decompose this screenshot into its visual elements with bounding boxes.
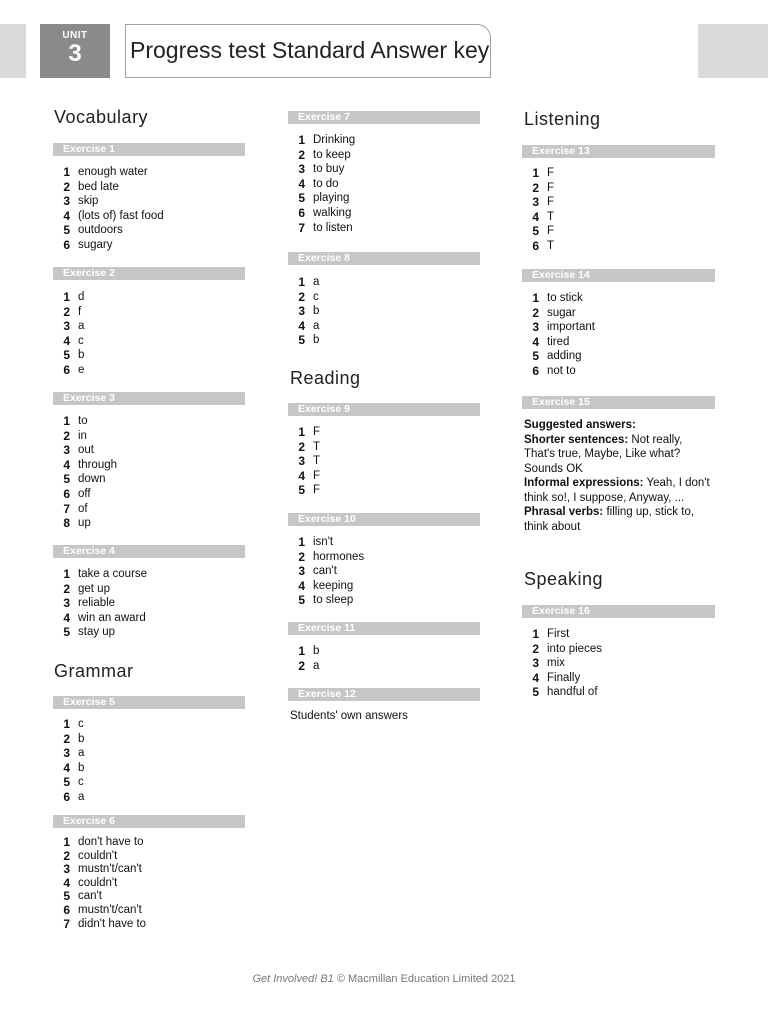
answer-row — [52, 717, 84, 732]
answer-text: reliable — [78, 597, 116, 610]
answer-text: d — [78, 291, 85, 303]
answer-number: 3 — [532, 320, 539, 335]
answer-text: get up — [78, 582, 110, 595]
answer-number: 7 — [298, 220, 305, 235]
answer-text: a — [78, 320, 85, 333]
answer-row — [521, 195, 554, 210]
answer-number: 3 — [63, 746, 70, 761]
answer-row — [52, 238, 164, 253]
answer-row — [521, 685, 602, 700]
answer-number: 5 — [298, 191, 305, 206]
answer-text: skip — [78, 195, 99, 208]
answer-row — [52, 836, 146, 850]
footer-book-title: Get Involved! B1 — [252, 973, 334, 985]
answer-text: F — [547, 225, 555, 238]
answer-row — [52, 487, 117, 502]
answer-row — [287, 454, 320, 469]
answer-number: 3 — [532, 656, 539, 671]
answer-row — [52, 904, 146, 918]
answer-text: important — [547, 321, 595, 334]
answer-number: 5 — [298, 333, 305, 348]
exercise-9-answers — [287, 425, 320, 498]
answer-number: 5 — [63, 775, 70, 790]
answer-number: 1 — [63, 717, 70, 731]
answer-row — [52, 414, 117, 429]
answer-row — [52, 363, 84, 378]
answer-row — [287, 579, 364, 594]
answer-row — [52, 472, 117, 487]
answer-text: enough water — [78, 166, 148, 178]
answer-text: through — [78, 458, 118, 471]
answer-number: 1 — [298, 535, 305, 549]
answer-text: b — [313, 334, 320, 347]
answer-number: 4 — [63, 875, 70, 890]
answer-number: 5 — [63, 889, 70, 904]
answer-number: 5 — [63, 348, 70, 363]
answer-row — [52, 611, 147, 626]
answer-number: 4 — [298, 578, 305, 593]
answer-row — [52, 761, 84, 776]
answer-text: bed late — [78, 180, 119, 193]
exercise-2-header: Exercise 2 — [53, 267, 245, 280]
answer-text: sugary — [78, 238, 113, 251]
section-vocabulary: Vocabulary — [54, 107, 149, 127]
exercise-9-header: Exercise 9 — [288, 403, 480, 416]
answer-row — [52, 180, 164, 195]
answer-row — [52, 567, 147, 582]
answer-number: 2 — [298, 549, 305, 564]
answer-row — [287, 304, 319, 319]
answer-row — [52, 165, 164, 180]
answer-text: walking — [313, 206, 352, 219]
answer-number: 6 — [532, 363, 539, 378]
exercise-7-answers — [287, 133, 355, 235]
answer-number: 4 — [63, 760, 70, 775]
footer-copyright-text: © Macmillan Education Limited 2021 — [333, 973, 516, 985]
answer-row — [52, 746, 84, 761]
answer-number: 5 — [298, 483, 305, 498]
answer-number: 2 — [63, 179, 70, 194]
answer-text: b — [313, 305, 320, 318]
answer-text: out — [78, 444, 94, 457]
answer-text: to sleep — [313, 594, 354, 607]
answer-text: outdoors — [78, 224, 123, 237]
exercise-11-header: Exercise 11 — [288, 622, 480, 635]
exercise-3-answers — [52, 414, 117, 531]
answer-text: b — [78, 349, 85, 362]
answer-row — [52, 732, 84, 747]
answer-text: up — [78, 517, 91, 530]
answer-text: to do — [313, 177, 339, 190]
answer-row — [52, 625, 147, 640]
answer-text: T — [313, 455, 321, 468]
answer-number: 2 — [532, 305, 539, 320]
answer-text: in — [78, 429, 87, 442]
answer-text: down — [78, 473, 106, 486]
exercise-8-header: Exercise 8 — [288, 252, 480, 265]
answer-row — [52, 502, 117, 517]
answer-row — [287, 221, 355, 236]
unit-badge — [40, 24, 110, 78]
answer-text: a — [313, 659, 320, 672]
answer-row — [287, 275, 319, 290]
answer-number: 2 — [532, 180, 539, 195]
exercise-6-answers — [52, 836, 146, 931]
answer-row — [287, 206, 355, 221]
answer-text: playing — [313, 192, 350, 205]
exercise-1-answers — [52, 165, 164, 253]
answer-text: stay up — [78, 626, 116, 639]
answer-number: 2 — [63, 581, 70, 596]
unit-number: 3 — [68, 40, 82, 67]
answer-row — [52, 863, 146, 877]
page-title: Progress test Standard Answer key — [130, 37, 490, 63]
answer-text: F — [313, 469, 321, 482]
answer-number: 5 — [63, 472, 70, 487]
answer-row — [52, 305, 84, 320]
shorter-sentences-label: Shorter sentences: — [524, 433, 629, 446]
answer-row — [52, 890, 146, 904]
answer-row — [521, 239, 554, 254]
answer-row — [521, 627, 602, 642]
answer-row — [287, 290, 319, 305]
exercise-15-header: Exercise 15 — [522, 396, 715, 409]
answer-row — [287, 425, 320, 440]
answer-number: 2 — [532, 641, 539, 656]
answer-row — [287, 564, 364, 579]
answer-text: don't have to — [78, 836, 144, 848]
answer-number: 5 — [532, 224, 539, 239]
answer-number: 1 — [532, 627, 539, 641]
answer-number: 5 — [63, 625, 70, 640]
answer-row — [52, 290, 84, 305]
answer-text: not to — [547, 364, 576, 377]
answer-number: 4 — [63, 208, 70, 223]
answer-text: mix — [547, 657, 565, 670]
answer-row — [52, 596, 147, 611]
answer-number: 4 — [63, 457, 70, 472]
answer-row — [287, 483, 320, 498]
exercise-5-header: Exercise 5 — [53, 696, 245, 709]
answer-text: to stick — [547, 292, 583, 304]
answer-number: 4 — [63, 610, 70, 625]
exercise-8-answers — [287, 275, 319, 348]
answer-text: f — [78, 305, 82, 318]
answer-text: c — [78, 334, 84, 347]
exercise-14-header: Exercise 14 — [522, 269, 715, 282]
answer-text: b — [78, 732, 85, 745]
exercise-10-answers — [287, 535, 364, 608]
answer-row — [52, 209, 164, 224]
answer-number: 1 — [63, 567, 70, 581]
answer-number: 2 — [298, 439, 305, 454]
answer-text: b — [78, 761, 85, 774]
answer-number: 1 — [298, 275, 305, 289]
exercise-10-header: Exercise 10 — [288, 513, 480, 526]
answer-number: 3 — [63, 194, 70, 209]
exercise-13-answers — [521, 166, 554, 254]
answer-number: 6 — [63, 362, 70, 377]
answer-text: to listen — [313, 221, 353, 234]
answer-number: 7 — [63, 916, 70, 931]
answer-text: a — [313, 319, 320, 332]
answer-number: 3 — [63, 862, 70, 877]
answer-row — [521, 335, 595, 350]
answer-row — [521, 671, 602, 686]
answer-number: 4 — [63, 333, 70, 348]
answer-row — [52, 918, 146, 932]
section-listening: Listening — [524, 109, 601, 129]
exercise-13-header: Exercise 13 — [522, 145, 715, 158]
answer-row — [287, 133, 355, 148]
suggested-answers-label: Suggested answers: — [524, 419, 636, 431]
answer-row — [521, 181, 554, 196]
section-speaking: Speaking — [524, 569, 604, 589]
answer-row — [521, 364, 595, 379]
unit-label: UNIT — [62, 30, 88, 41]
answer-text: off — [78, 487, 91, 500]
answer-text: b — [313, 645, 320, 657]
answer-text: can't — [313, 565, 337, 578]
answer-row — [52, 877, 146, 891]
answer-number: 2 — [63, 428, 70, 443]
answer-text: didn't have to — [78, 917, 147, 930]
answer-text: a — [78, 790, 85, 803]
answer-number: 3 — [532, 195, 539, 210]
answer-row — [287, 162, 355, 177]
answer-row — [521, 224, 554, 239]
answer-text: e — [78, 363, 85, 376]
answer-row — [521, 291, 595, 306]
phrasal-verbs-label: Phrasal verbs: — [524, 506, 604, 518]
answer-number: 1 — [298, 425, 305, 439]
answer-number: 6 — [532, 238, 539, 253]
answer-number: 4 — [532, 334, 539, 349]
answer-text: F — [547, 196, 555, 209]
exercise-12-header: Exercise 12 — [288, 688, 480, 701]
exercise-12-text: Students' own answers — [290, 710, 408, 722]
exercise-3-header: Exercise 3 — [53, 392, 245, 405]
answer-number: 4 — [298, 176, 305, 191]
answer-text: F — [547, 167, 555, 179]
answer-text: win an award — [78, 611, 146, 624]
answer-number: 5 — [63, 223, 70, 238]
answer-text: to buy — [313, 163, 345, 176]
answer-row — [521, 349, 595, 364]
exercise-16-answers — [521, 627, 602, 700]
answer-number: 7 — [63, 501, 70, 516]
exercise-6-header: Exercise 6 — [53, 815, 245, 828]
answer-text: T — [547, 210, 555, 223]
informal-expressions-text: Yeah, I don't think so!, I suppose, Anyway, ... — [524, 477, 710, 504]
right-edge-tab — [698, 24, 768, 78]
answer-row — [287, 148, 355, 163]
phrasal-verbs-text: filling up, stick to, think about — [524, 506, 695, 533]
answer-row — [52, 516, 117, 531]
answer-text: couldn't — [78, 876, 118, 889]
answer-number: 2 — [63, 731, 70, 746]
exercise-5-answers — [52, 717, 84, 805]
answer-text: adding — [547, 350, 582, 363]
answer-row — [52, 443, 117, 458]
answer-row — [52, 850, 146, 864]
answer-row — [52, 334, 84, 349]
answer-number: 6 — [63, 486, 70, 501]
answer-number: 4 — [298, 318, 305, 333]
answer-number: 5 — [532, 685, 539, 700]
answer-text: couldn't — [78, 849, 118, 862]
answer-number: 5 — [298, 593, 305, 608]
answer-row — [52, 223, 164, 238]
answer-row — [521, 166, 554, 181]
answer-number: 1 — [532, 291, 539, 305]
answer-number: 6 — [63, 237, 70, 252]
answer-row — [521, 656, 602, 671]
informal-expressions-label: Informal expressions: — [524, 477, 644, 489]
answer-text: hormones — [313, 550, 365, 563]
exercise-7-header: Exercise 7 — [288, 111, 480, 124]
shorter-sentences-text: Not really, That's true, Maybe, Like what? Sounds OK — [524, 433, 683, 475]
answer-row — [521, 320, 595, 335]
answer-text: Drinking — [313, 134, 356, 146]
answer-number: 1 — [63, 835, 70, 849]
answer-number: 2 — [298, 658, 305, 673]
answer-number: 1 — [298, 644, 305, 658]
exercise-16-header: Exercise 16 — [522, 605, 715, 618]
answer-row — [52, 790, 84, 805]
answer-number: 1 — [63, 165, 70, 179]
answer-text: of — [78, 502, 88, 515]
answer-row — [287, 593, 364, 608]
answer-text: F — [313, 426, 321, 438]
answer-row — [521, 642, 602, 657]
answer-text: sugar — [547, 306, 576, 319]
exercise-14-answers — [521, 291, 595, 379]
exercise-1-header: Exercise 1 — [53, 143, 245, 156]
answer-text: Finally — [547, 671, 581, 684]
answer-text: T — [313, 440, 321, 453]
answer-row — [287, 177, 355, 192]
section-grammar: Grammar — [54, 661, 134, 681]
answer-row — [521, 210, 554, 225]
answer-text: to — [78, 415, 88, 427]
exercise-2-answers — [52, 290, 84, 378]
answer-text: mustn't/can't — [78, 863, 142, 876]
answer-text: tired — [547, 335, 570, 348]
answer-row — [287, 319, 319, 334]
answer-number: 1 — [63, 414, 70, 428]
answer-row — [521, 306, 595, 321]
answer-number: 3 — [63, 596, 70, 611]
answer-row — [287, 644, 319, 659]
answer-text: c — [313, 290, 319, 303]
answer-number: 3 — [298, 564, 305, 579]
answer-text: mustn't/can't — [78, 903, 142, 916]
left-edge-tab — [0, 24, 26, 78]
answer-row — [287, 659, 319, 674]
answer-row — [287, 550, 364, 565]
answer-row — [52, 429, 117, 444]
answer-number: 3 — [298, 454, 305, 469]
answer-text: First — [547, 628, 570, 640]
answer-text: take a course — [78, 568, 148, 580]
answer-text: a — [313, 276, 320, 288]
answer-number: 6 — [298, 205, 305, 220]
answer-row — [52, 319, 84, 334]
answer-number: 4 — [532, 209, 539, 224]
answer-text: a — [78, 747, 85, 760]
answer-text: F — [547, 181, 555, 194]
answer-row — [287, 440, 320, 455]
answer-row — [52, 458, 117, 473]
exercise-4-header: Exercise 4 — [53, 545, 245, 558]
answer-number: 6 — [63, 902, 70, 917]
answer-row — [287, 535, 364, 550]
answer-number: 2 — [63, 848, 70, 863]
answer-text: into pieces — [547, 642, 602, 655]
answer-number: 1 — [298, 133, 305, 147]
answer-row — [287, 333, 319, 348]
answer-number: 4 — [298, 468, 305, 483]
footer-copyright — [0, 973, 768, 985]
answer-row — [52, 775, 84, 790]
answer-number: 3 — [298, 162, 305, 177]
answer-number: 1 — [63, 290, 70, 304]
answer-number: 3 — [63, 443, 70, 458]
answer-number: 5 — [532, 349, 539, 364]
exercise-4-answers — [52, 567, 147, 640]
answer-text: to keep — [313, 148, 351, 161]
answer-number: 2 — [298, 147, 305, 162]
answer-row — [52, 194, 164, 209]
answer-number: 1 — [532, 166, 539, 180]
exercise-11-answers — [287, 644, 319, 673]
section-reading: Reading — [290, 368, 361, 388]
exercise-15-text — [524, 418, 714, 534]
answer-row — [287, 469, 320, 484]
answer-text: T — [547, 239, 555, 252]
answer-number: 8 — [63, 516, 70, 531]
answer-text: keeping — [313, 579, 354, 592]
answer-text: c — [78, 718, 84, 730]
answer-number: 2 — [63, 304, 70, 319]
answer-text: F — [313, 484, 321, 497]
answer-row — [52, 582, 147, 597]
answer-text: c — [78, 776, 84, 789]
answer-number: 2 — [298, 289, 305, 304]
answer-number: 4 — [532, 670, 539, 685]
answer-text: isn't — [313, 536, 334, 548]
answer-number: 6 — [63, 789, 70, 804]
answer-text: can't — [78, 890, 102, 903]
answer-text: (lots of) fast food — [78, 209, 164, 222]
answer-number: 3 — [298, 304, 305, 319]
answer-row — [52, 348, 84, 363]
page-title-box — [125, 24, 491, 78]
answer-number: 3 — [63, 319, 70, 334]
answer-text: handful of — [547, 686, 598, 699]
answer-row — [287, 191, 355, 206]
